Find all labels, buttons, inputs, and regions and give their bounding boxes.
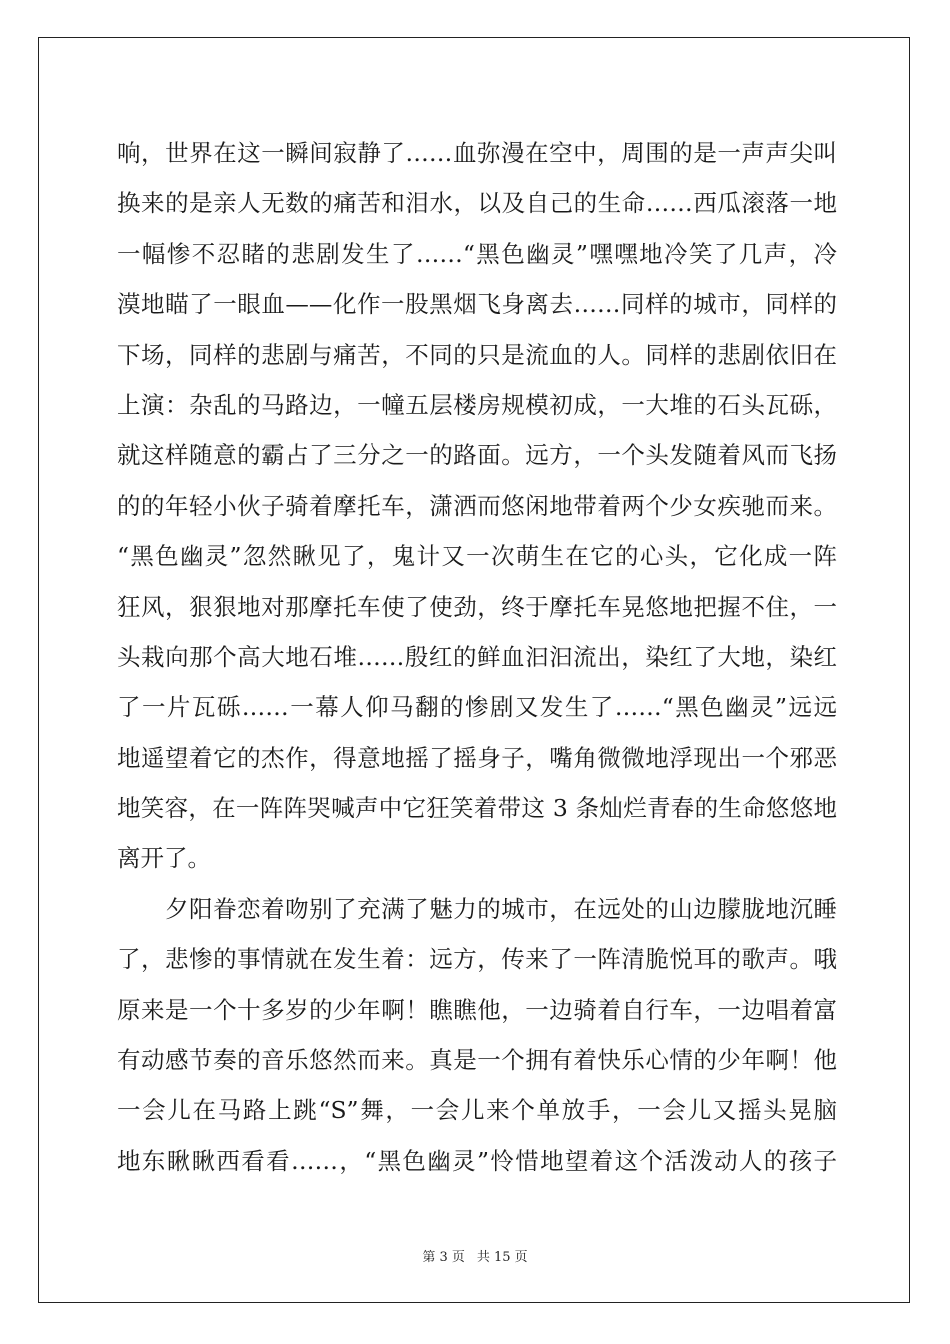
text-line: 换来的是亲人无数的痛苦和泪水，以及自己的生命……西瓜滚落一地 bbox=[117, 189, 837, 218]
paragraph-first-line: 夕阳眷恋着吻别了充满了魅力的城市，在远处的山边朦胧地沉睡 bbox=[165, 894, 837, 923]
text-line: 上演：杂乱的马路边，一幢五层楼房规模初成，一大堆的石头瓦砾， bbox=[117, 390, 837, 419]
text-line: 漠地瞄了一眼血——化作一股黑烟飞身离去……同样的城市，同样的 bbox=[117, 290, 837, 319]
text-line: 一会儿在马路上跳“S”舞，一会儿来个单放手，一会儿又摇头晃脑 bbox=[117, 1096, 837, 1125]
text-line: 下场，同样的悲剧与痛苦，不同的只是流血的人。同样的悲剧依旧在 bbox=[117, 340, 837, 369]
text-line: 地遥望着它的杰作，得意地摇了摇身子，嘴角微微地浮现出一个邪恶 bbox=[117, 743, 837, 772]
text-line: 地笑容，在一阵阵哭喊声中它狂笑着带这 3 条灿烂青春的生命悠悠地 bbox=[117, 794, 837, 823]
page-total: 共 15 页 bbox=[476, 1250, 528, 1265]
text-line: “黑色幽灵”忽然瞅见了，鬼计又一次萌生在它的心头，它化成一阵 bbox=[117, 542, 837, 571]
text-line: 了一片瓦砾……一幕人仰马翻的惨剧又发生了……“黑色幽灵”远远 bbox=[117, 693, 837, 722]
text-line: 头栽向那个高大地石堆……殷红的鲜血汩汩流出，染红了大地，染红 bbox=[117, 642, 837, 671]
text-line: 了，悲惨的事情就在发生着：远方，传来了一阵清脆悦耳的歌声。哦 bbox=[117, 945, 837, 974]
text-line: 响，世界在这一瞬间寂静了……血弥漫在空中，周围的是一声声尖叫 bbox=[117, 139, 837, 167]
page-number: 第 3 页 bbox=[422, 1250, 465, 1265]
text-line: 离开了。 bbox=[117, 844, 211, 873]
text-line: 的的年轻小伙子骑着摩托车，潇洒而悠闲地带着两个少女疾驰而来。 bbox=[117, 491, 837, 520]
text-line: 狂风，狠狠地对那摩托车使了使劲，终于摩托车晃悠地把握不住，一 bbox=[117, 592, 837, 621]
document-body bbox=[117, 128, 837, 1186]
page-footer bbox=[0, 1246, 950, 1265]
text-line: 就这样随意的霸占了三分之一的路面。远方，一个头发随着风而飞扬 bbox=[117, 441, 837, 470]
text-line: 原来是一个十多岁的少年啊！瞧瞧他，一边骑着自行车，一边唱着富 bbox=[117, 995, 837, 1024]
text-line: 地东瞅瞅西看看……，“黑色幽灵”怜惜地望着这个活泼动人的孩子 bbox=[117, 1146, 837, 1175]
text-line: 一幅惨不忍睹的悲剧发生了……“黑色幽灵”嘿嘿地冷笑了几声，冷 bbox=[117, 239, 837, 268]
text-line: 有动感节奏的音乐悠然而来。真是一个拥有着快乐心情的少年啊！他 bbox=[117, 1046, 837, 1075]
